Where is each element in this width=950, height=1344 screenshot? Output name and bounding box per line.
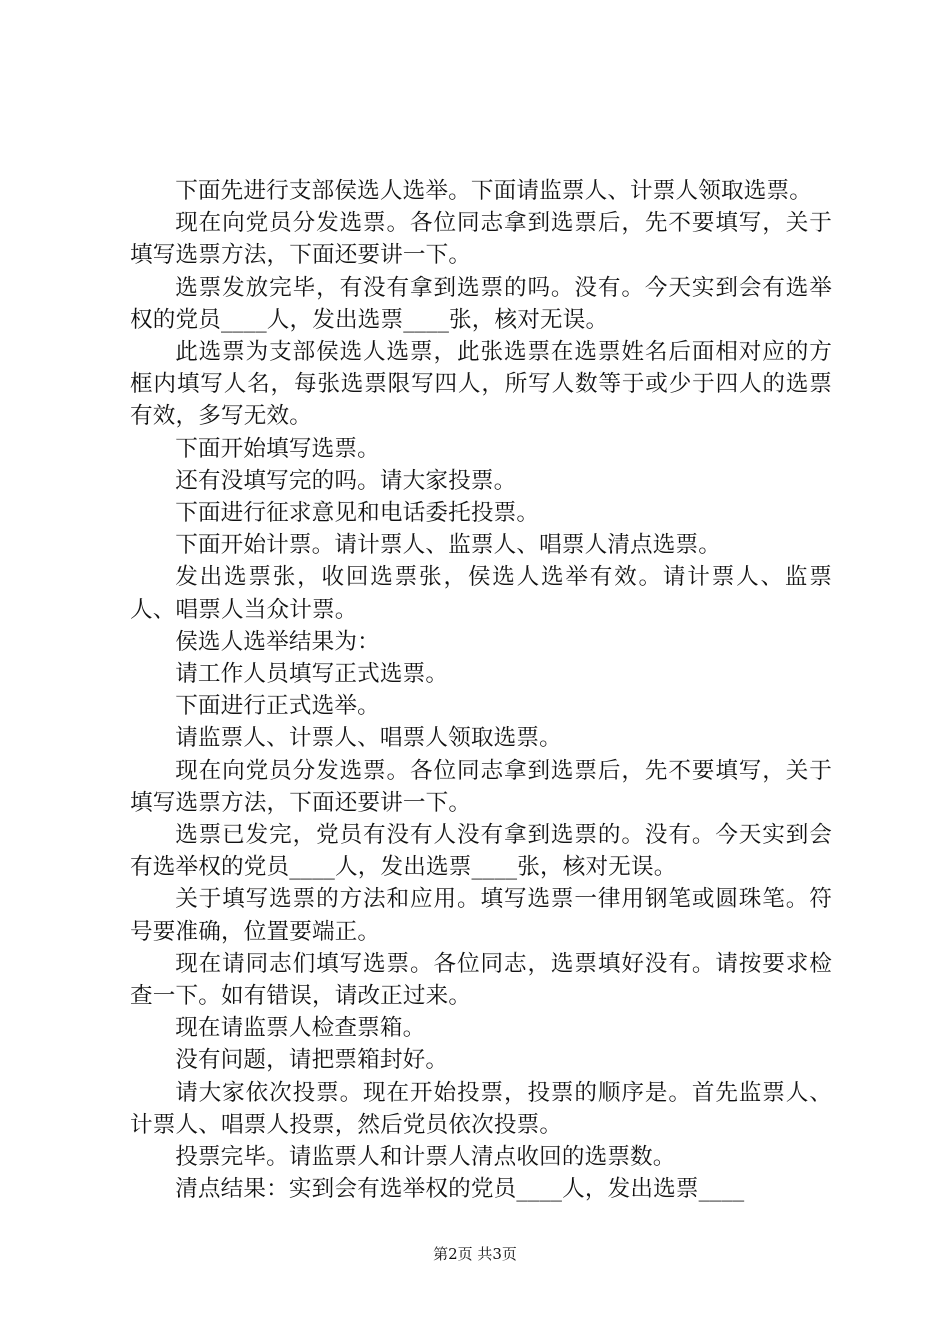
paragraph: 没有问题，请把票箱封好。	[175, 1047, 449, 1074]
paragraph: 还有没填写完的吗。请大家投票。	[175, 467, 517, 494]
paragraph: 选票已发完，党员有没有人没有拿到选票的。没有。今天实到会有选举权的党员____人，发出选票____张，核对无误。	[130, 822, 832, 881]
paragraph: 请监票人、计票人、唱票人领取选票。	[175, 725, 562, 752]
document-body	[130, 175, 832, 1206]
paragraph: 现在请同志们填写选票。各位同志，选票填好没有。请按要求检查一下。如有错误，请改正过来。	[130, 950, 832, 1010]
paragraph: 下面开始计票。请计票人、监票人、唱票人清点选票。	[175, 532, 722, 559]
page-number-label: 第2页 共3页	[433, 1245, 517, 1263]
paragraph: 关于填写选票的方法和应用。填写选票一律用钢笔或圆珠笔。符号要准确，位置要端正。	[130, 886, 832, 945]
paragraph: 下面进行正式选举。	[175, 693, 380, 720]
paragraph: 请大家依次投票。现在开始投票，投票的顺序是。首先监票人、计票人、唱票人投票，然后党员依次投票。	[130, 1079, 832, 1138]
paragraph: 发出选票张，收回选票张，侯选人选举有效。请计票人、监票人、唱票人当众计票。	[130, 564, 832, 623]
paragraph: 下面进行征求意见和电话委托投票。	[175, 500, 540, 527]
paragraph: 现在向党员分发选票。各位同志拿到选票后，先不要填写，关于填写选票方法，下面还要讲一下。	[130, 757, 832, 816]
paragraph: 清点结果：实到会有选举权的党员____人，发出选票____	[175, 1176, 745, 1203]
paragraph: 现在向党员分发选票。各位同志拿到选票后，先不要填写，关于填写选票方法，下面还要讲一下。	[130, 210, 832, 269]
paragraph: 此选票为支部侯选人选票，此张选票在选票姓名后面相对应的方框内填写人名，每张选票限写四人，所写人数等于或少于四人的选票有效，多写无效。	[130, 339, 832, 430]
paragraph: 下面开始填写选票。	[175, 435, 380, 462]
paragraph: 现在请监票人检查票箱。	[175, 1015, 426, 1042]
page-footer	[0, 1244, 950, 1264]
paragraph: 投票完毕。请监票人和计票人清点收回的选票数。	[175, 1144, 676, 1171]
paragraph: 下面先进行支部侯选人选举。下面请监票人、计票人领取选票。	[175, 178, 813, 204]
paragraph: 请工作人员填写正式选票。	[175, 661, 449, 688]
paragraph: 侯选人选举结果为：	[175, 628, 380, 655]
paragraph: 选票发放完毕，有没有拿到选票的吗。没有。今天实到会有选举权的党员____人，发出选票____张，核对无误。	[130, 274, 832, 333]
